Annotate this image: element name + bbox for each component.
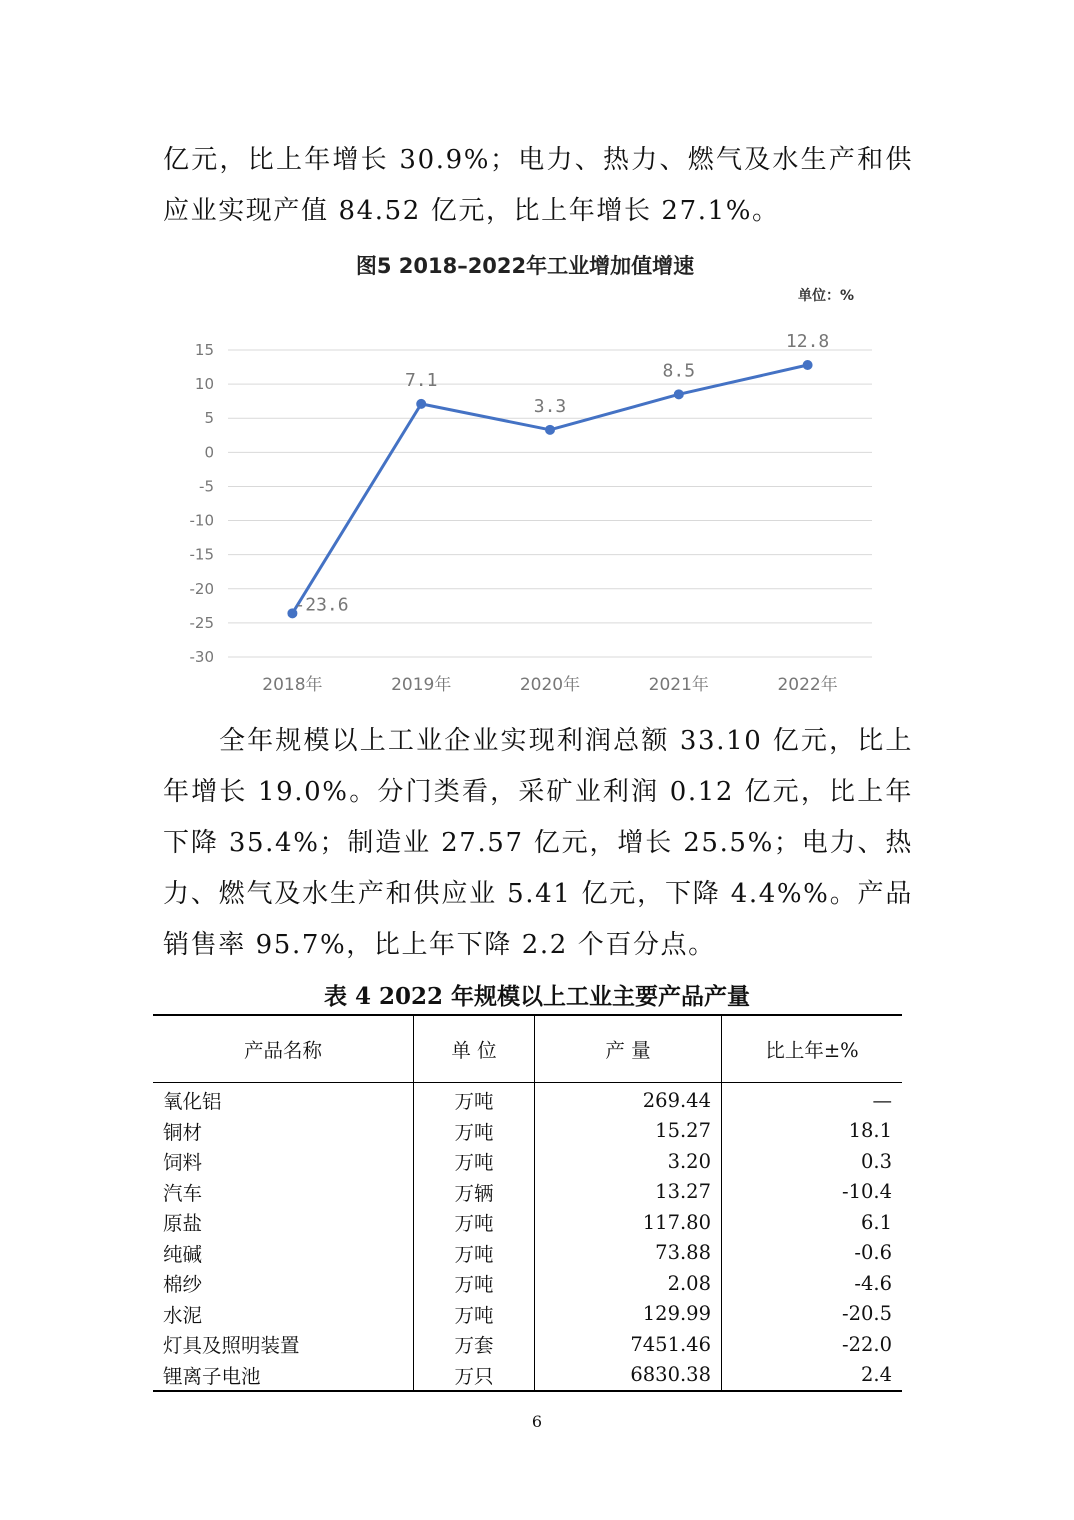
chart-y-axis: [190, 341, 215, 666]
x-tick-label: 2021年: [648, 675, 709, 695]
data-label: 7.1: [404, 369, 438, 391]
cell-change: 18.1: [722, 1116, 903, 1147]
y-tick-label: -15: [189, 545, 214, 564]
cell-output: 15.27: [535, 1116, 722, 1147]
y-tick-label: 5: [204, 409, 214, 428]
cell-change: —: [722, 1083, 903, 1116]
cell-change: 0.3: [722, 1146, 903, 1177]
y-tick-label: 15: [194, 341, 214, 359]
cell-output: 73.88: [535, 1238, 722, 1269]
cell-product: 原盐: [163, 1212, 203, 1236]
cell-output: 117.80: [535, 1207, 722, 1238]
product-output-table: [153, 1014, 902, 1392]
x-tick-label: 2019年: [391, 675, 452, 695]
x-tick-label: 2020年: [519, 675, 581, 695]
cell-product: 纯碱: [163, 1242, 203, 1266]
cell-unit: 万吨: [414, 1299, 535, 1330]
cell-output: 6830.38: [535, 1360, 722, 1392]
y-tick-label: 10: [194, 375, 214, 394]
y-tick-label: -30: [189, 648, 214, 666]
chart-unit-label: 单位：%: [797, 288, 854, 304]
table-row: [153, 1177, 902, 1208]
cell-product: 水泥: [163, 1303, 203, 1327]
chart-data-labels: [294, 331, 829, 615]
chart-x-axis: [262, 674, 837, 695]
header-output: 产 量: [535, 1015, 722, 1083]
cell-change: 6.1: [722, 1207, 903, 1238]
cell-change: -0.6: [722, 1238, 903, 1269]
cell-product: 汽车: [163, 1181, 203, 1205]
table-row: [153, 1083, 902, 1116]
industrial-growth-chart: [150, 240, 890, 710]
cell-change: -10.4: [722, 1177, 903, 1208]
cell-product: 锂离子电池: [153, 1360, 414, 1392]
header-change: 比上年±%: [722, 1015, 903, 1083]
data-label: -23.6: [294, 594, 349, 616]
table-row: [153, 1146, 902, 1177]
cell-unit: 万吨: [414, 1116, 535, 1147]
cell-unit: 万套: [414, 1329, 535, 1360]
table-row: [153, 1207, 902, 1238]
cell-unit: 万吨: [414, 1146, 535, 1177]
table-row: [153, 1268, 902, 1299]
chart-title: 图5 2018–2022年工业增加值增速: [355, 254, 695, 278]
data-point: [416, 399, 426, 409]
cell-output: 13.27: [535, 1177, 722, 1208]
data-point: [803, 360, 813, 370]
x-tick-label: 2022年: [777, 675, 838, 695]
y-tick-label: 0: [204, 443, 214, 462]
cell-unit: 万吨: [414, 1207, 535, 1238]
paragraph-profit: 全年规模以上工业企业实现利润总额 33.10 亿元，比上年增长 19.0%。分门类看，采矿业利润 0.12 亿元，比上年下降 35.4%；制造业 27.57 亿元，增长 25.5%；电力、热力、燃气及水生产和供应业 5.41 亿元，下降 4.4%%。产品销售率 95.7%，比上年下降 2.2 个百分点。: [163, 726, 913, 960]
x-tick-label: 2018年: [262, 675, 323, 695]
cell-output: 3.20: [535, 1146, 722, 1177]
data-label: 3.3: [533, 395, 567, 417]
cell-unit: 万吨: [414, 1238, 535, 1269]
data-label: 8.5: [662, 360, 696, 382]
cell-change: -4.6: [722, 1268, 903, 1299]
cell-product: 棉纱: [163, 1273, 203, 1297]
cell-output: 269.44: [535, 1083, 722, 1116]
data-point: [545, 425, 555, 435]
cell-product: 灯具及照明装置: [163, 1334, 300, 1358]
cell-unit: 万吨: [414, 1268, 535, 1299]
page-number: 6: [531, 1412, 543, 1431]
cell-unit: 万辆: [414, 1177, 535, 1208]
cell-change: -22.0: [722, 1329, 903, 1360]
table-title: 表 4 2022 年规模以上工业主要产品产量: [323, 983, 751, 1010]
table-row: [153, 1299, 902, 1330]
cell-change: -20.5: [722, 1299, 903, 1330]
header-product-name: 产品名称: [153, 1015, 414, 1083]
y-tick-label: -10: [189, 511, 214, 530]
cell-unit: 万只: [414, 1360, 535, 1392]
cell-product: 氧化铝: [163, 1090, 222, 1114]
cell-change: 2.4: [722, 1360, 903, 1392]
paragraph-production-value: 亿元，比上年增长 30.9%；电力、热力、燃气及水生产和供应业实现产值 84.52 亿元，比上年增长 27.1%。: [163, 145, 913, 226]
y-tick-label: -25: [189, 613, 214, 632]
y-tick-label: -5: [199, 477, 214, 496]
data-point: [674, 389, 684, 399]
cell-product: 铜材: [163, 1120, 203, 1144]
table-row: [153, 1360, 902, 1392]
header-unit: 单 位: [414, 1015, 535, 1083]
cell-output: 7451.46: [535, 1329, 722, 1360]
table-row: [153, 1238, 902, 1269]
y-tick-label: -20: [189, 579, 214, 598]
cell-product: 饲料: [163, 1151, 203, 1175]
table-header-row: [153, 1015, 902, 1083]
data-label: 12.8: [785, 331, 830, 353]
cell-output: 2.08: [535, 1268, 722, 1299]
cell-output: 129.99: [535, 1299, 722, 1330]
cell-unit: 万吨: [414, 1083, 535, 1116]
table-row: [153, 1116, 902, 1147]
table-row: [153, 1329, 902, 1360]
